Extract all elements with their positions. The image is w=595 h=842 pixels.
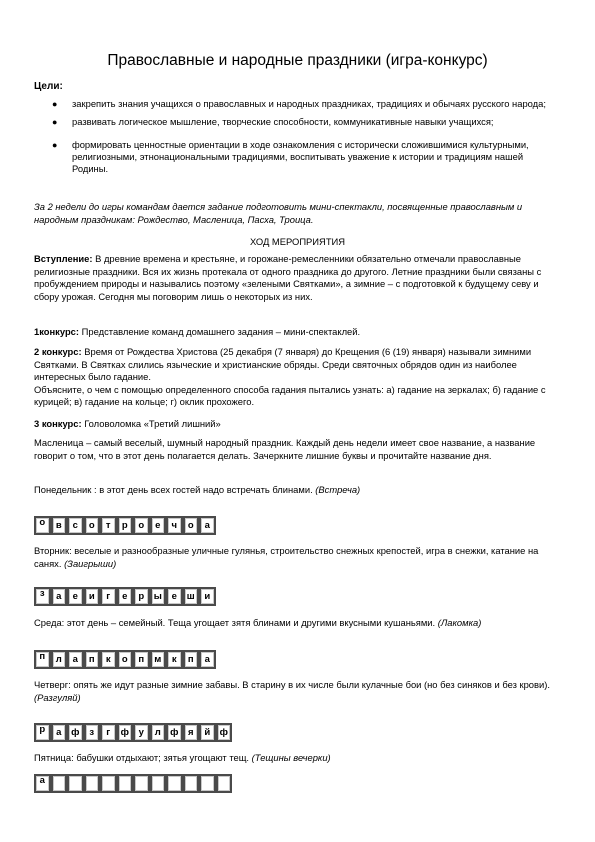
letter-cell: т (100, 516, 117, 535)
letter-cell: у (133, 723, 150, 742)
letter-cell (150, 774, 167, 793)
letter-cell (51, 774, 68, 793)
letter-cell: л (150, 723, 167, 742)
letter-cell (67, 774, 84, 793)
letter-cell: е (117, 587, 134, 606)
letter-cell: р (117, 516, 134, 535)
letter-cell: ф (166, 723, 183, 742)
letter-cell: ф (216, 723, 233, 742)
letter-cell: ч (166, 516, 183, 535)
day-wednesday-text: Среда: этот день – семейный. Теща угощает зятя блинами и другими вкусными кушаньями. (Лакомка) (34, 617, 482, 628)
letter-cell: ф (117, 723, 134, 742)
list-item: ● формировать ценностные ориентации в ходе ознакомления с исторически сложившимися культурными, религиозными, этнонациональными традициями, воспитывать уважение к истории и традициям нашей Родины. (52, 138, 529, 175)
letter-grid-monday (34, 516, 216, 535)
letter-cell: о (183, 516, 200, 535)
bullet-icon: ● (52, 99, 58, 109)
letter-cell: к (166, 650, 183, 669)
letter-cell: л (51, 650, 68, 669)
letter-cell: а (34, 774, 51, 793)
bullet-icon: ● (52, 117, 58, 128)
bullet-icon: ● (52, 139, 58, 150)
letter-cell (84, 774, 101, 793)
preparation-note: За 2 недели до игры командам дается задание подготовить мини-спектакли, посвященные православным и народным праздникам: Рождество, Масленица, Пасха, Троица. (34, 201, 523, 225)
page-title: Православные и народные праздники (игра-конкурс) (107, 52, 488, 69)
letter-cell: п (84, 650, 101, 669)
letter-grid-friday (34, 774, 232, 793)
letter-cell: ш (183, 587, 200, 606)
letter-cell: г (100, 587, 117, 606)
letter-cell: о (117, 650, 134, 669)
list-item: ● развивать логическое мышление, творческие способности, коммуникативные навыки учащихся; (52, 116, 494, 128)
letter-grid-thursday (34, 723, 232, 742)
day-friday-text: Пятница: бабушки отдыхают; зятья угощают тещ. (Тещины вечерки) (34, 752, 331, 763)
letter-cell (100, 774, 117, 793)
letter-grid-wednesday (34, 650, 216, 669)
letter-cell: й (199, 723, 216, 742)
letter-cell: п (183, 650, 200, 669)
maslenitsa-paragraph: Масленица – самый веселый, шумный народный праздник. Каждый день недели имеет свое название, а название говорит о том, что в этот день полагается делать. Зачеркните лишние буквы и прочитайте название дня. (34, 437, 536, 461)
letter-cell: и (199, 587, 216, 606)
letter-cell: р (34, 723, 51, 742)
letter-cell: к (100, 650, 117, 669)
letter-cell: м (150, 650, 167, 669)
letter-cell: ы (150, 587, 167, 606)
letter-cell (183, 774, 200, 793)
letter-cell: з (84, 723, 101, 742)
letter-cell: о (133, 516, 150, 535)
letter-cell: п (34, 650, 51, 669)
contest2-paragraph: 2 конкурс: Время от Рождества Христова (25 декабря (7 января) до Крещения (6 (19) января) называли зимними Святками. В Святках слились языческие и христианские обряды. Среди святочных обрядов один из наиболее интересных было гадание. Объясните, о чем с помощью определенного способа гадания пытались узнать: а) гадание на зеркалах; б) гадание с курицей; в) гадание на кольце; г) оклик прохожего. (34, 346, 546, 407)
list-item: ● закрепить знания учащихся о православных и народных праздниках, традициях и обычаях русского народа; (52, 98, 546, 109)
letter-cell (133, 774, 150, 793)
goals-list (52, 98, 557, 181)
contest1-paragraph: 1конкурс: Представление команд домашнего задания – мини-спектаклей. (34, 326, 361, 337)
letter-cell: р (133, 587, 150, 606)
letter-cell (199, 774, 216, 793)
letter-cell: а (51, 723, 68, 742)
letter-cell: ф (67, 723, 84, 742)
letter-cell: и (84, 587, 101, 606)
event-heading: ХОД МЕРОПРИЯТИЯ (249, 236, 346, 247)
letter-grid-tuesday (34, 587, 216, 606)
letter-cell: о (84, 516, 101, 535)
letter-cell: а (67, 650, 84, 669)
intro-paragraph: Вступление: В древние времена и крестьяне, и горожане-ремесленники обязательно отмечали православные религиозные праздники. Вся их жизнь протекала от одного праздника до другого. Летние праздники были связаны с пробуждением природы и назывались поэтому «зелеными Святками», а зимние – с подготовкой к будущему севу и сбору урожая. Сегодня мы поговорим лишь о некоторых из них. (34, 253, 542, 302)
letter-cell: е (67, 587, 84, 606)
letter-cell: п (133, 650, 150, 669)
letter-cell: з (34, 587, 51, 606)
letter-cell (117, 774, 134, 793)
letter-cell (166, 774, 183, 793)
letter-cell: а (199, 516, 216, 535)
goals-heading: Цели: (34, 81, 63, 92)
day-thursday-text: Четверг: опять же идут разные зимние забавы. В старину в их числе были кулачные бои (но без синяков и без крови). (Разгуляй) (34, 679, 550, 703)
letter-cell: о (34, 516, 51, 535)
letter-cell: а (199, 650, 216, 669)
letter-cell: е (150, 516, 167, 535)
letter-cell: г (100, 723, 117, 742)
day-monday-text: Понедельник : в этот день всех гостей надо встречать блинами. (Встреча) (34, 484, 361, 495)
letter-cell: е (166, 587, 183, 606)
letter-cell: а (51, 587, 68, 606)
letter-cell: в (51, 516, 68, 535)
contest3-paragraph: 3 конкурс: Головоломка «Третий лишний» (34, 418, 221, 429)
letter-cell: я (183, 723, 200, 742)
letter-cell: с (67, 516, 84, 535)
day-tuesday-text: Вторник: веселые и разнообразные уличные гулянья, строительство снежных крепостей, игра в снежки, катание на санях. (Заигрыши) (34, 545, 539, 569)
letter-cell (216, 774, 233, 793)
